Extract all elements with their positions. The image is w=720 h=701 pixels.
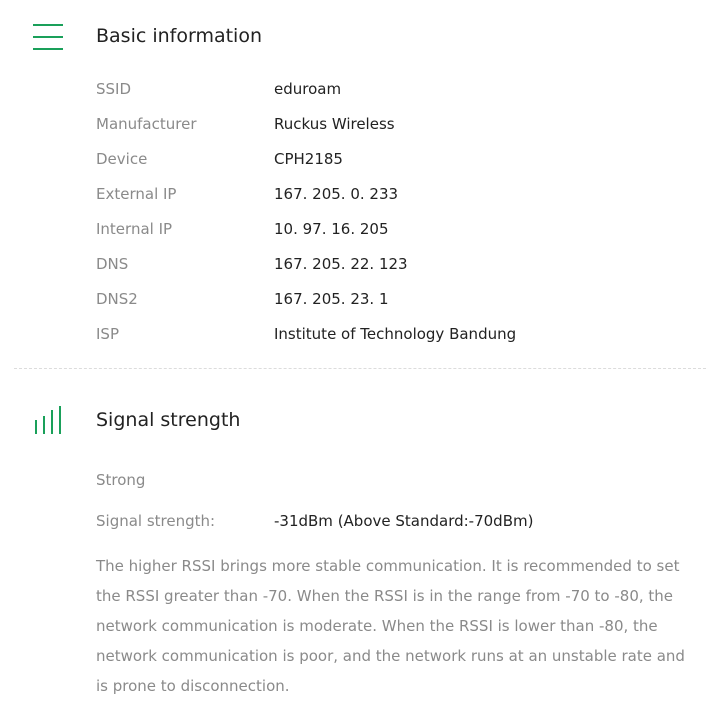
info-value: 10. 97. 16. 205 <box>274 220 389 238</box>
signal-strength-label: Signal strength: <box>96 512 216 530</box>
info-label: Device <box>96 150 148 168</box>
info-row-manufacturer <box>96 115 696 139</box>
info-value: Ruckus Wireless <box>274 115 395 133</box>
info-label: External IP <box>96 185 177 203</box>
info-label: ISP <box>96 325 119 343</box>
info-value: eduroam <box>274 80 342 98</box>
info-row-external-ip <box>96 185 696 209</box>
basic-info-header <box>0 18 720 58</box>
info-label: DNS2 <box>96 290 138 308</box>
info-label: Internal IP <box>96 220 173 238</box>
info-value: CPH2185 <box>274 150 343 168</box>
info-value: 167. 205. 22. 123 <box>274 255 408 273</box>
info-row-ssid <box>96 80 696 104</box>
signal-header <box>0 402 720 442</box>
section-divider <box>14 368 706 369</box>
info-row-dns <box>96 255 696 279</box>
info-value: 167. 205. 23. 1 <box>274 290 389 308</box>
signal-title: Signal strength <box>96 409 241 431</box>
info-value: Institute of Technology Bandung <box>274 325 517 343</box>
signal-status: Strong <box>96 471 146 489</box>
signal-description: The higher RSSI brings more stable communication. It is recommended to set the RSSI greater than -70. When the RSSI is in the range from -70 to -80, the network communication is moderate. When the RSSI is lower than -80, the network communication is poor, and the network runs at an unstable rate and is prone to disconnection. <box>96 557 685 695</box>
info-row-device <box>96 150 696 174</box>
info-label: DNS <box>96 255 129 273</box>
signal-bars-icon <box>33 406 63 436</box>
info-label: SSID <box>96 80 132 98</box>
info-row-internal-ip <box>96 220 696 244</box>
menu-icon <box>33 24 63 52</box>
signal-strength-value: -31dBm (Above Standard:-70dBm) <box>274 512 534 530</box>
info-value: 167. 205. 0. 233 <box>274 185 399 203</box>
info-row-dns2 <box>96 290 696 314</box>
basic-info-title: Basic information <box>96 25 262 47</box>
info-label: Manufacturer <box>96 115 197 133</box>
info-row-isp <box>96 325 696 349</box>
